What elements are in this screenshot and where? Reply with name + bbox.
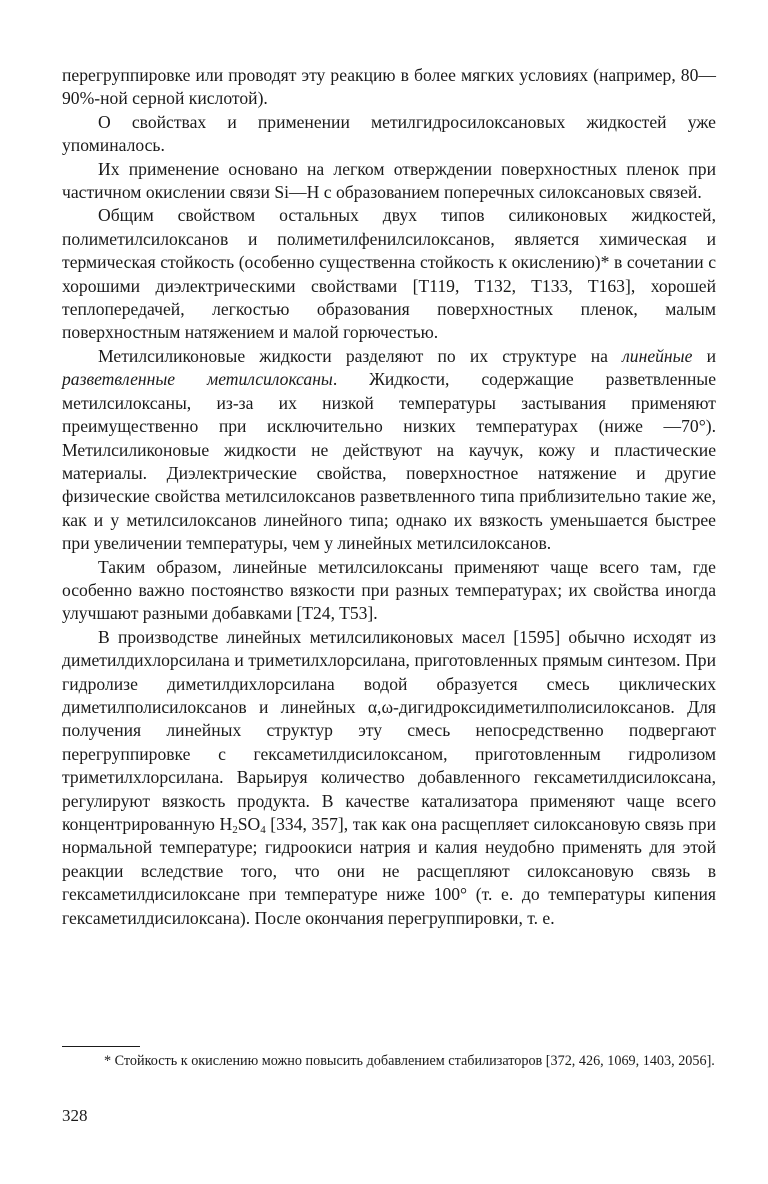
italic-term-linear: линейные bbox=[622, 345, 693, 366]
paragraph-3: Их применение основано на легком отверждении поверхностных пленок при частичном окислении связи Si—H с образованием поперечных силоксановых связей. bbox=[62, 158, 716, 203]
paragraph-7 bbox=[62, 626, 716, 930]
paragraph-5-text-a: Метилсиликоновые жидкости разделяют по их структуре на bbox=[98, 345, 623, 366]
paragraph-6: Таким образом, линейные метилсилоксаны применяют чаще всего там, где особенно важно постоянство вязкости при разных температурах; их свойства иногда улучшают разными добавками [T24, T53]. bbox=[62, 556, 716, 624]
formula-h2so4: $H_2SO_4$ bbox=[219, 814, 266, 836]
paragraph-2: О свойствах и применении метилгидросилоксановых жидкостей уже упоминалось. bbox=[62, 111, 716, 156]
paragraph-4: Общим свойством остальных двух типов силиконовых жидкостей, полиметилсилоксанов и полиметилфенилсилоксанов, является химическая и термическая стойкость (особенно существенна стойкость к окислению)* в сочетании с хорошими диэлектрическими свойствами [T119, T132, T133, T163], хорошей теплопередачей, легкостью образования поверхностных пленок, малым поверхностным натяжением и малой горючестью. bbox=[62, 205, 716, 343]
paragraph-7-text-b: [334, 357], так как она расщепляет силоксановую связь при нормальной температуре; гидроокиси натрия и калия неудобно применять для этой реакции вследствие того, что они не расщепляют силоксановую связь в гексаметилдисилоксане при температуре ниже 100° (т. е. до температуры кипения гексаметилдисилоксана). После окончания перегруппировки, т. е. bbox=[62, 814, 716, 928]
page-body bbox=[62, 64, 716, 930]
page-number: 328 bbox=[62, 1106, 88, 1125]
paragraph-5-text-c: . Жидкости, содержащие разветвленные метилсилоксаны, из-за их низкой температуры застывания применяют преимущественно при исключительно низких температурах (ниже —70°). Метилсиликоновые жидкости не действуют на каучук, кожу и пластические материалы. Диэлектрические свойства, поверхностное натяжение и другие физические свойства метилсилоксанов разветвленного типа приблизительно такие же, как и у метилсилоксанов линейного типа; однако их вязкость уменьшается быстрее при увеличении температуры, чем у линейных метилсилоксанов. bbox=[62, 369, 716, 554]
italic-term-branched: разветвленные метилсилоксаны bbox=[62, 369, 333, 390]
paragraph-7-text-a: В производстве линейных метилсиликоновых масел [1595] обычно исходят из диметилдихлорсилана и триметилхлорсилана, приготовленных прямым синтезом. При гидролизе диметилдихлорсилана водой образуется смесь циклических диметилполисилоксанов и линейных α,ω-дигидроксидиметилполисилоксанов. Для получения линейных структур эту смесь непосредственно подвергают перегруппировке с гексаметилдисилоксаном, приготовленным гидролизом триметилхлорсилана. Варьируя количество добавленного гексаметилдисилоксана, регулируют вязкость продукта. В качестве катализатора применяют чаще всего концентрированную bbox=[62, 626, 716, 834]
paragraph-1: перегруппировке или проводят эту реакцию в более мягких условиях (например, 80—90%-ной серной кислотой). bbox=[62, 65, 716, 109]
paragraph-5-text-b: и bbox=[692, 345, 716, 366]
footnote: * Стойкость к окислению можно повысить добавлением стабилизаторов [372, 426, 1069, 1403, 2056]. bbox=[104, 1053, 715, 1069]
paragraph-5 bbox=[62, 345, 716, 556]
footnote-divider bbox=[62, 1046, 140, 1047]
